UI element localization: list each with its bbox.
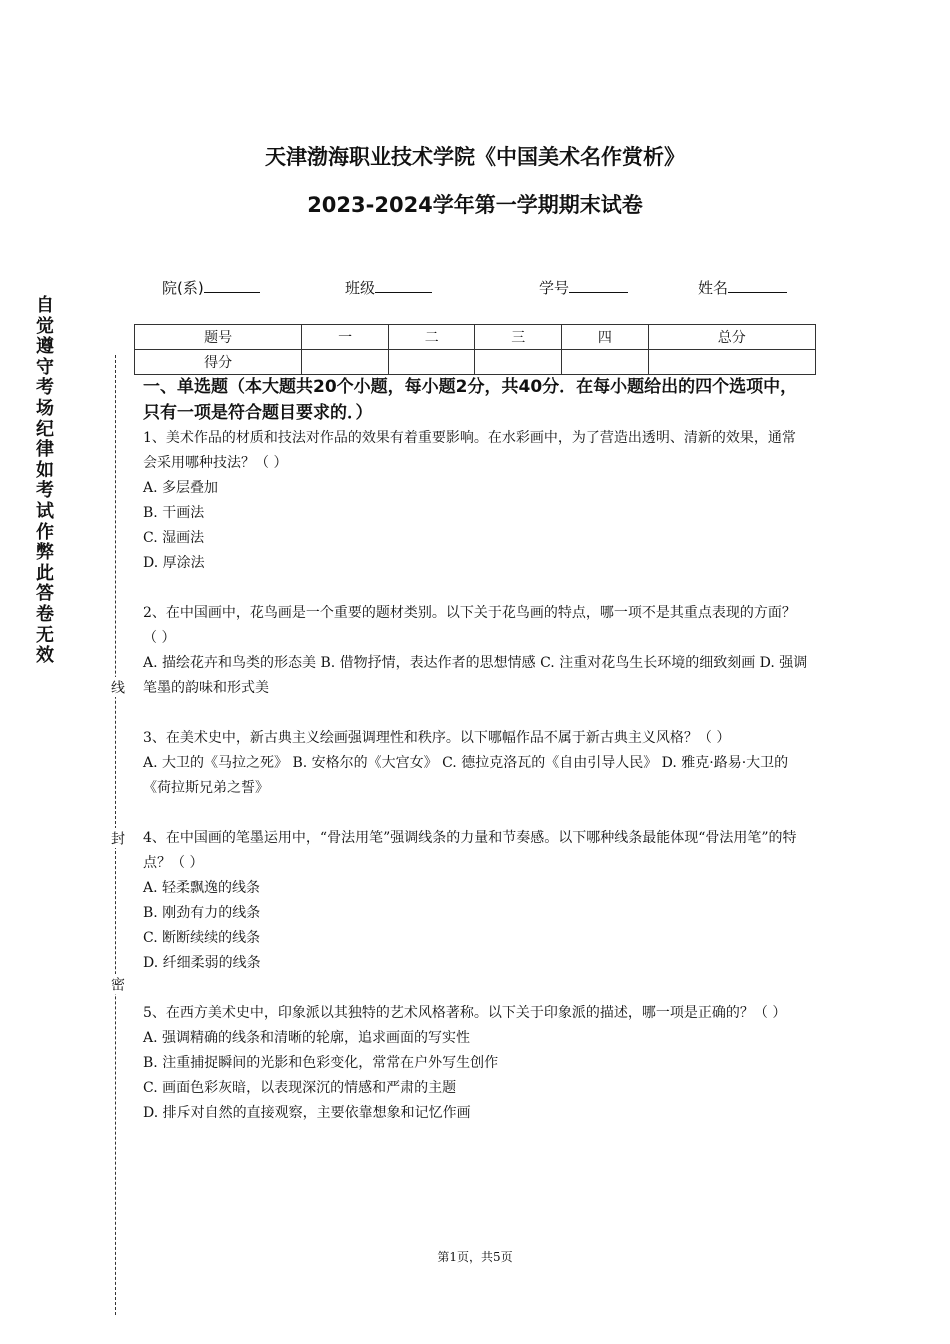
class-field: 班级 — [345, 277, 432, 298]
dept-field: 院(系) — [162, 277, 260, 298]
question-5 — [143, 1001, 808, 1126]
question-4 — [143, 826, 808, 976]
option-a: A. 轻柔飘逸的线条 — [143, 880, 261, 896]
side-notice: 自 觉 遵 守 考 场 纪 律 如 考 试 作 弊 此 答 卷 无 效 — [36, 295, 54, 667]
score-row — [135, 350, 816, 375]
score-cell[interactable] — [388, 350, 475, 375]
student-id-field: 学号 — [539, 277, 628, 298]
score-cell[interactable] — [562, 350, 649, 375]
question-stem: 1、美术作品的材质和技法对作品的效果有着重要影响。在水彩画中，为了营造出透明、清新的效果，通常会采用哪种技法？（ ） — [143, 430, 796, 471]
question-stem: 5、在西方美术史中，印象派以其独特的艺术风格著称。以下关于印象派的描述，哪一项是正确的？（ ） — [143, 1005, 787, 1021]
option-c: C. 湿画法 — [143, 530, 205, 546]
option-b: B. 刚劲有力的线条 — [143, 905, 261, 921]
questions — [143, 374, 808, 1126]
question-options: A. 描绘花卉和鸟类的形态美 B. 借物抒情，表达作者的思想情感 C. 注重对花鸟生长环境的细致刻画 D. 强调笔墨的韵味和形式美 — [143, 655, 808, 696]
question-1 — [143, 426, 808, 576]
option-a: A. 强调精确的线条和清晰的轮廓，追求画面的写实性 — [143, 1030, 471, 1046]
page-footer: 第1页，共5页 — [437, 1250, 513, 1264]
score-header-cell: 总分 — [648, 325, 815, 350]
option-d: D. 纤细柔弱的线条 — [143, 955, 261, 971]
question-3 — [143, 726, 808, 801]
question-2 — [143, 601, 808, 701]
option-d: D. 排斥对自然的直接观察，主要依靠想象和记忆作画 — [143, 1105, 471, 1121]
option-b: B. 干画法 — [143, 505, 205, 521]
score-header-cell: 三 — [475, 325, 562, 350]
seal-mark-close: 密 — [107, 974, 127, 994]
question-stem: 2、在中国画中，花鸟画是一个重要的题材类别。以下关于花鸟画的特点，哪一项不是其重点表现的方面？（ ） — [143, 605, 796, 646]
score-header-row — [135, 325, 816, 350]
name-field: 姓名 — [698, 277, 787, 298]
score-header-cell: 四 — [562, 325, 649, 350]
question-options: A. 大卫的《马拉之死》 B. 安格尔的《大宫女》 C. 德拉克洛瓦的《自由引导人民》 D. 雅克·路易·大卫的《荷拉斯兄弟之誓》 — [143, 755, 789, 796]
score-table — [134, 324, 816, 375]
option-a: A. 多层叠加 — [143, 480, 219, 496]
option-c: C. 断断续续的线条 — [143, 930, 261, 946]
option-b: B. 注重捕捉瞬间的光影和色彩变化，常常在户外写生创作 — [143, 1055, 499, 1071]
score-cell[interactable] — [648, 350, 815, 375]
seal-mark-seal: 封 — [107, 828, 127, 848]
score-row-label: 得分 — [135, 350, 302, 375]
option-d: D. 厚涂法 — [143, 555, 205, 571]
section-heading: 一、单选题（本大题共20个小题，每小题2分，共40分．在每小题给出的四个选项中，只有一项是符合题目要求的．） — [143, 377, 798, 423]
score-header-cell: 二 — [388, 325, 475, 350]
score-cell[interactable] — [302, 350, 389, 375]
exam-subtitle: 2023-2024学年第一学期期末试卷 — [307, 193, 643, 217]
exam-title: 天津渤海职业技术学院《中国美术名作赏析》 — [265, 145, 685, 169]
option-c: C. 画面色彩灰暗，以表现深沉的情感和严肃的主题 — [143, 1080, 457, 1096]
question-stem: 4、在中国画的笔墨运用中，“骨法用笔”强调线条的力量和节奏感。以下哪种线条最能体现“骨法用笔”的特点？（ ） — [143, 830, 797, 871]
question-stem: 3、在美术史中，新古典主义绘画强调理性和秩序。以下哪幅作品不属于新古典主义风格？（ ） — [143, 730, 731, 746]
seal-mark-line: 线 — [107, 677, 127, 697]
score-cell[interactable] — [475, 350, 562, 375]
score-header-cell: 题号 — [135, 325, 302, 350]
score-header-cell: 一 — [302, 325, 389, 350]
